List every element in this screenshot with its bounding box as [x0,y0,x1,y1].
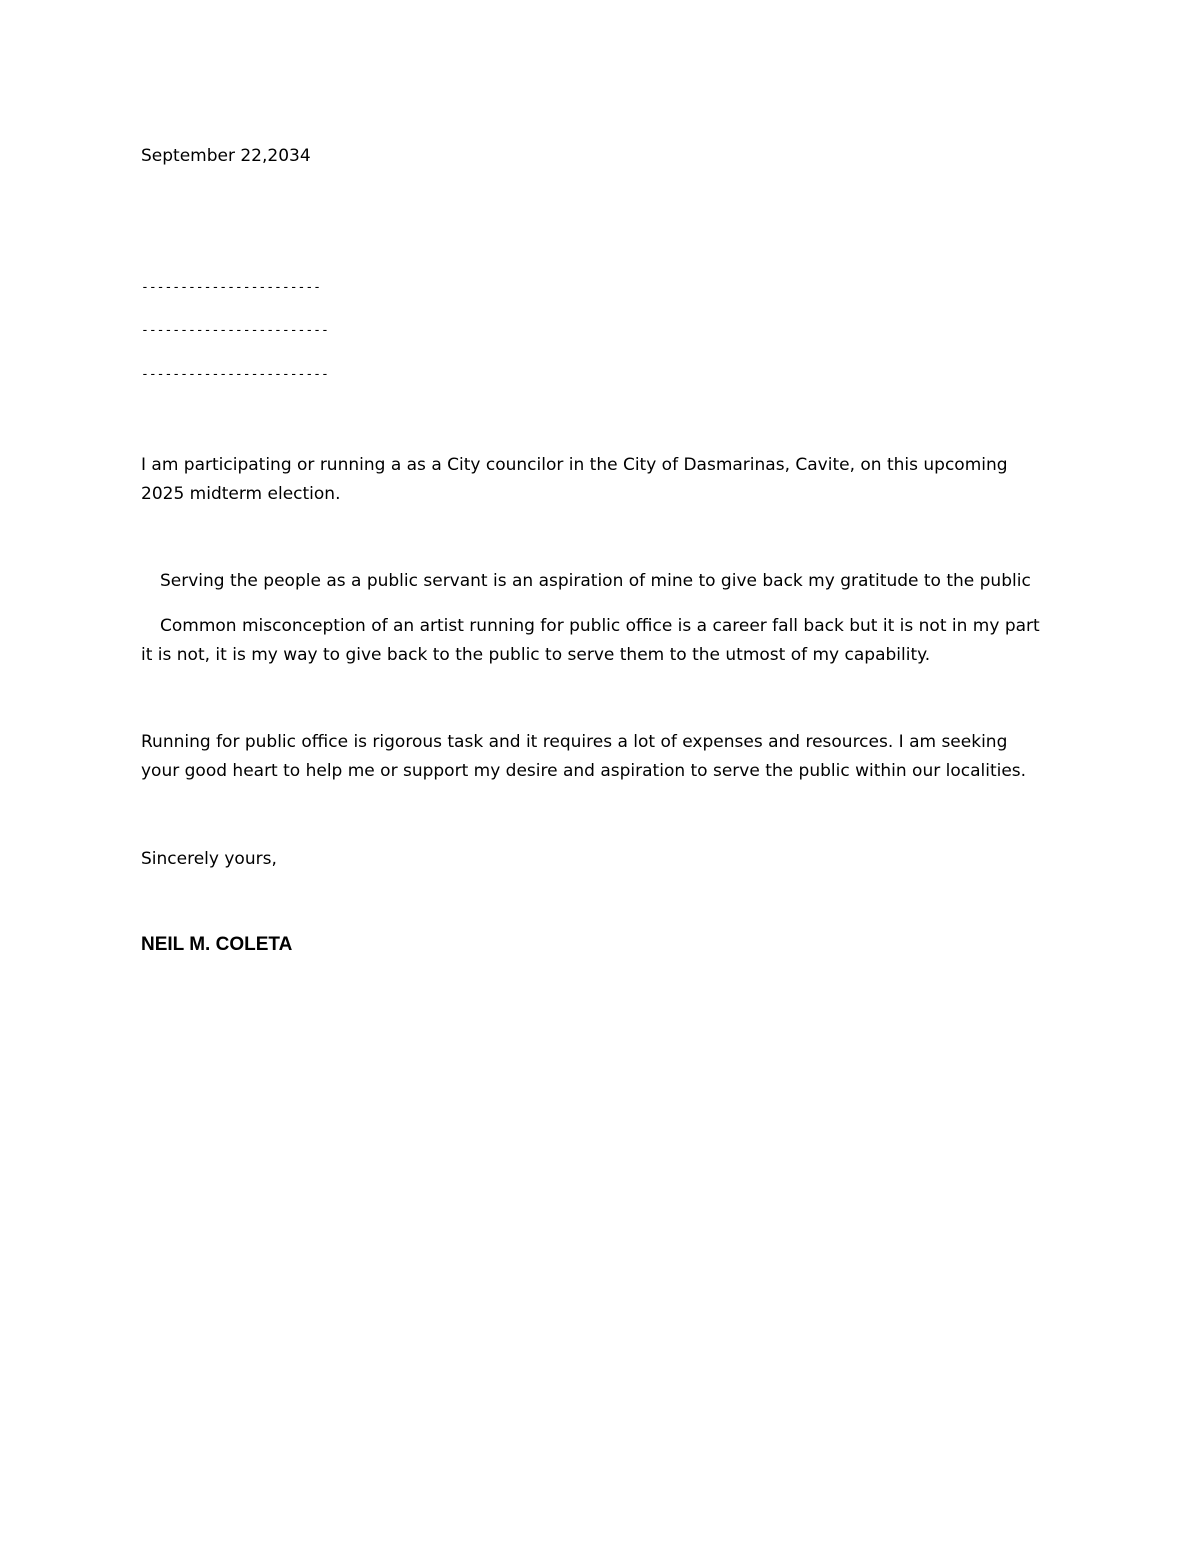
address-line-1: ----------------------- [141,280,322,295]
paragraph-1-line-1: I am participating or running a as a City councilor in the City of Dasmarinas, Cavite, on this upcoming [141,455,1008,475]
address-line-3: ------------------------ [141,367,329,382]
address-line-2: ------------------------ [141,323,329,338]
signature-name: NEIL M. COLETA [141,934,293,955]
paragraph-2: Serving the people as a public servant is an aspiration of mine to give back my gratitude to the public [160,571,1031,591]
paragraph-3-line-1: Common misconception of an artist running for public office is a career fall back but it is not in my part [160,616,1040,636]
paragraph-4-line-2: your good heart to help me or support my desire and aspiration to serve the public within our localities. [141,761,1027,781]
paragraph-4-line-1: Running for public office is rigorous task and it requires a lot of expenses and resources. I am seeking [141,732,1008,752]
closing: Sincerely yours, [141,849,277,869]
paragraph-3-line-2: it is not, it is my way to give back to the public to serve them to the utmost of my capability. [141,645,931,665]
letter-date: September 22,2034 [141,146,311,166]
paragraph-1-line-2: 2025 midterm election. [141,484,341,504]
